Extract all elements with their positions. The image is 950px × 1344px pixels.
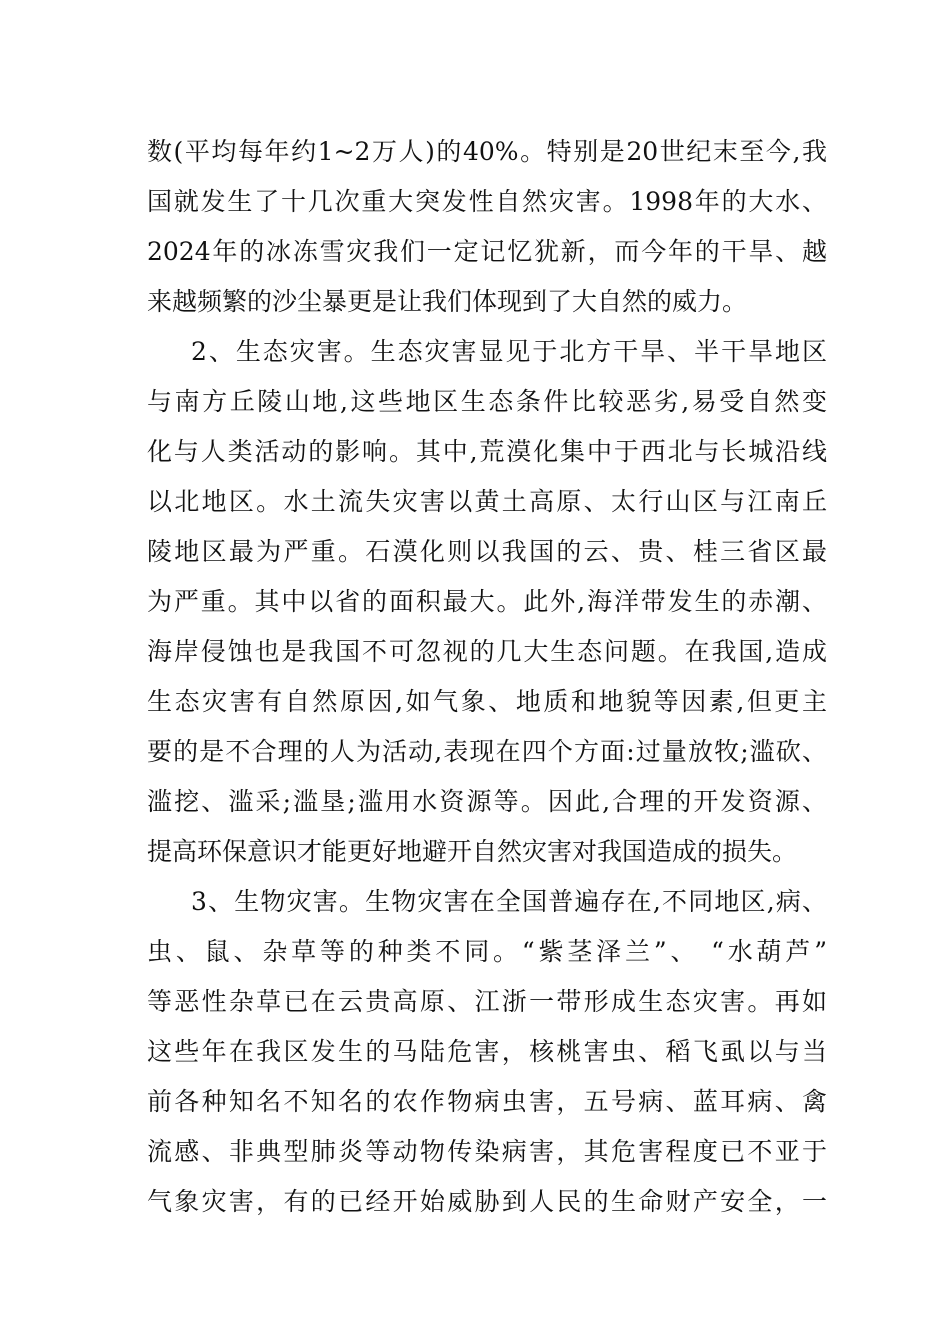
text-line: 以北地区。水土流失灾害以黄土高原、太行山区与江南丘 [147, 487, 827, 516]
paragraph-heading-biological: 3、生物灾害。生物灾害在全国普遍存在,不同地区,病、 [191, 887, 827, 916]
text-line: 与南方丘陵山地,这些地区生态条件比较恶劣,易受自然变 [147, 387, 827, 416]
text-line: 数(平均每年约1~2万人)的40%。特别是20世纪末至今,我 [147, 137, 827, 166]
text-line: 提高环保意识才能更好地避开自然灾害对我国造成的损失。 [147, 837, 798, 866]
text-line: 这些年在我区发生的马陆危害，核桃害虫、稻飞虱以与当 [147, 1037, 827, 1066]
text-line: 化与人类活动的影响。其中,荒漠化集中于西北与长城沿线 [147, 437, 827, 466]
text-line: 来越频繁的沙尘暴更是让我们体现到了大自然的威力。 [147, 287, 748, 316]
text-line: 等恶性杂草已在云贵高原、江浙一带形成生态灾害。再如 [147, 987, 827, 1016]
text-line: 生态灾害有自然原因,如气象、地质和地貌等因素,但更主 [147, 687, 827, 716]
body-text [147, 127, 827, 1227]
text-line: 气象灾害，有的已经开始威胁到人民的生命财产安全，一 [147, 1187, 827, 1216]
text-line: 流感、非典型肺炎等动物传染病害，其危害程度已不亚于 [147, 1137, 827, 1166]
text-line: 陵地区最为严重。石漠化则以我国的云、贵、桂三省区最 [147, 537, 827, 566]
paragraph-heading-ecological: 2、生态灾害。生态灾害显见于北方干旱、半干旱地区 [191, 337, 827, 366]
text-line: 2024年的冰冻雪灾我们一定记忆犹新，而今年的干旱、越 [147, 237, 827, 266]
text-line: 为严重。其中以省的面积最大。此外,海洋带发生的赤潮、 [147, 587, 827, 616]
text-line: 国就发生了十几次重大突发性自然灾害。1998年的大水、 [147, 187, 827, 216]
text-line: 海岸侵蚀也是我国不可忽视的几大生态问题。在我国,造成 [147, 637, 827, 666]
text-line: 要的是不合理的人为活动,表现在四个方面:过量放牧;滥砍、 [147, 737, 827, 766]
text-line: 前各种知名不知名的农作物病虫害，五号病、蓝耳病、禽 [147, 1087, 827, 1116]
text-line: 滥挖、滥采;滥垦;滥用水资源等。因此,合理的开发资源、 [147, 787, 827, 816]
text-line: 虫、鼠、杂草等的种类不同。“紫茎泽兰”、 “水葫芦” [147, 937, 827, 966]
